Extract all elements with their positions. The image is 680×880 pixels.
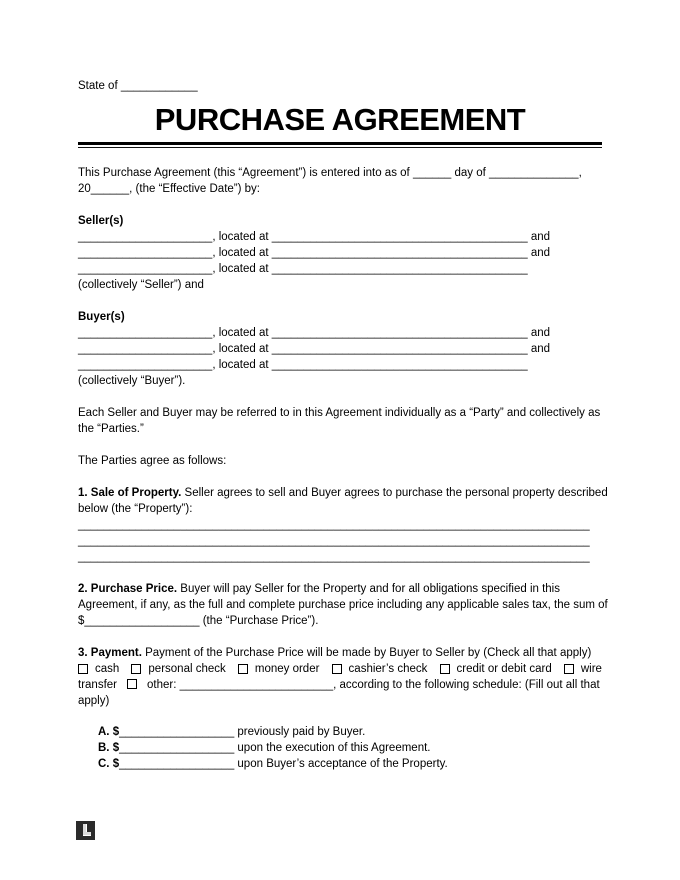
- buyer-row-2: [78, 341, 602, 357]
- state-of-label: State of: [78, 80, 121, 92]
- other-label: other:: [147, 679, 180, 691]
- section-1-label: 1. Sale of Property.: [78, 487, 182, 499]
- seller-2-address-blank[interactable]: ________________________________________: [271, 247, 528, 259]
- personal-check-label: personal check: [148, 663, 226, 675]
- payment-options-row: [78, 661, 602, 677]
- legal-templates-logo-icon: [76, 821, 95, 840]
- and-label: and: [527, 343, 551, 355]
- schedule-b-label: B. $: [98, 742, 120, 754]
- seller-collective-text: (collectively “Seller”) and: [78, 279, 204, 291]
- buyer-row-3: [78, 357, 602, 373]
- seller-row-2: [78, 245, 602, 261]
- credit-debit-card-label: credit or debit card: [456, 663, 552, 675]
- buyer-collective-text: (collectively “Buyer”).: [78, 375, 186, 387]
- section-2-text-2: Agreement, if any, as the full and complete purchase price including any applicable sales tax, the sum of: [78, 599, 608, 611]
- section-3-text: Payment of the Purchase Price will be made by Buyer to Seller by (Check all that apply): [141, 647, 592, 659]
- buyer-heading: Buyer(s): [78, 311, 125, 323]
- section-2-label: 2. Purchase Price.: [78, 583, 178, 595]
- payment-schedule-list: [98, 724, 602, 772]
- property-description-line-2[interactable]: ________________________________________________________________________________: [78, 535, 590, 547]
- cash-checkbox[interactable]: [78, 664, 88, 674]
- and-label: and: [527, 247, 551, 259]
- property-description-line-3[interactable]: ________________________________________________________________________________: [78, 551, 590, 563]
- dollar-sign: $: [78, 615, 85, 627]
- credit-debit-card-checkbox[interactable]: [440, 664, 450, 674]
- seller-heading: Seller(s): [78, 215, 124, 227]
- seller-3-address-blank[interactable]: ________________________________________: [271, 263, 528, 275]
- schedule-b-amount-blank[interactable]: __________________: [119, 742, 235, 754]
- parties-paragraph: [78, 405, 602, 437]
- buyer-1-name-blank[interactable]: _____________________: [78, 327, 213, 339]
- buyer-3-address-blank[interactable]: ________________________________________: [271, 359, 528, 371]
- schedule-a-label: A. $: [98, 726, 120, 738]
- located-at-label: , located at: [212, 263, 272, 275]
- buyer-3-name-blank[interactable]: _____________________: [78, 359, 213, 371]
- located-at-label: , located at: [212, 247, 272, 259]
- state-of-blank[interactable]: ____________: [120, 80, 198, 92]
- personal-check-checkbox[interactable]: [131, 664, 141, 674]
- seller-1-address-blank[interactable]: ________________________________________: [271, 231, 528, 243]
- intro-paragraph: [78, 165, 602, 197]
- parties-agree-text: The Parties agree as follows:: [78, 455, 227, 467]
- schedule-c-amount-blank[interactable]: __________________: [119, 758, 235, 770]
- seller-row-1: [78, 229, 602, 245]
- cashiers-check-label: cashier’s check: [348, 663, 428, 675]
- schedule-b-text: upon the execution of this Agreement.: [234, 742, 431, 754]
- schedule-a-text: previously paid by Buyer.: [234, 726, 366, 738]
- seller-2-name-blank[interactable]: _____________________: [78, 247, 213, 259]
- day-blank[interactable]: ______: [412, 167, 452, 179]
- located-at-label: , located at: [212, 231, 272, 243]
- payment-other-line: [78, 677, 602, 693]
- section-2-text: Buyer will pay Seller for the Property and for all obligations specified in this: [177, 583, 560, 595]
- section-1-text: Seller agrees to sell and Buyer agrees to purchase the personal property described: [181, 487, 608, 499]
- located-at-label: , located at: [212, 359, 272, 371]
- state-of-line: [78, 78, 602, 94]
- schedule-item-b: [98, 740, 602, 756]
- buyer-2-address-blank[interactable]: ________________________________________: [271, 343, 528, 355]
- schedule-item-c: [98, 756, 602, 772]
- buyer-row-1: [78, 325, 602, 341]
- parties-line-2: the “Parties.”: [78, 423, 144, 435]
- parties-line-1: Each Seller and Buyer may be referred to in this Agreement individually as a “Party” and collectively as: [78, 407, 601, 419]
- seller-3-name-blank[interactable]: _____________________: [78, 263, 213, 275]
- cash-label: cash: [95, 663, 120, 675]
- buyer-1-address-blank[interactable]: ________________________________________: [271, 327, 528, 339]
- cashiers-check-checkbox[interactable]: [332, 664, 342, 674]
- intro-line-1: [78, 165, 602, 181]
- money-order-label: money order: [254, 663, 320, 675]
- intro-text-5: , (the “Effective Date”) by:: [129, 183, 260, 195]
- title-divider: [78, 142, 602, 148]
- wire-transfer-checkbox[interactable]: [564, 664, 574, 674]
- other-checkbox[interactable]: [127, 679, 137, 689]
- intro-text-1: This Purchase Agreement (this “Agreement”) is entered into as of: [78, 167, 413, 179]
- schedule-c-label: C. $: [98, 758, 120, 770]
- intro-text-3: ,: [578, 167, 582, 179]
- schedule-c-text: upon Buyer’s acceptance of the Property.: [234, 758, 448, 770]
- buyer-2-name-blank[interactable]: _____________________: [78, 343, 213, 355]
- section-1-sale-of-property: [78, 485, 608, 565]
- section-2-text-3: (the “Purchase Price”).: [199, 615, 319, 627]
- money-order-checkbox[interactable]: [238, 664, 248, 674]
- section-3-label: 3. Payment.: [78, 647, 142, 659]
- seller-1-name-blank[interactable]: _____________________: [78, 231, 213, 243]
- intro-text-2: day of: [451, 167, 490, 179]
- intro-line-2: [78, 181, 602, 197]
- intro-text-4: 20: [78, 183, 91, 195]
- and-label: and: [527, 231, 551, 243]
- section-3-text-3: apply): [78, 695, 110, 707]
- other-method-blank[interactable]: ________________________: [179, 679, 334, 691]
- located-at-label: , located at: [212, 343, 272, 355]
- property-description-line-1[interactable]: ________________________________________________________________________________: [78, 519, 590, 531]
- schedule-a-amount-blank[interactable]: __________________: [119, 726, 235, 738]
- page-title: PURCHASE AGREEMENT: [154, 102, 526, 137]
- located-at-label: , located at: [212, 327, 272, 339]
- section-2-purchase-price: [78, 581, 608, 629]
- purchase-price-blank[interactable]: __________________: [84, 615, 200, 627]
- seller-row-3: [78, 261, 602, 277]
- section-3-payment: [78, 645, 602, 709]
- year-blank[interactable]: ______: [90, 183, 130, 195]
- section-3-text-2: , according to the following schedule: (Fill out all that: [333, 679, 600, 691]
- schedule-item-a: [98, 724, 602, 740]
- and-label: and: [527, 327, 551, 339]
- wire-transfer-label-2: transfer: [78, 679, 117, 691]
- wire-transfer-label: wire: [580, 663, 602, 675]
- section-1-text-2: below (the “Property”):: [78, 503, 193, 515]
- month-blank[interactable]: ______________: [489, 167, 579, 179]
